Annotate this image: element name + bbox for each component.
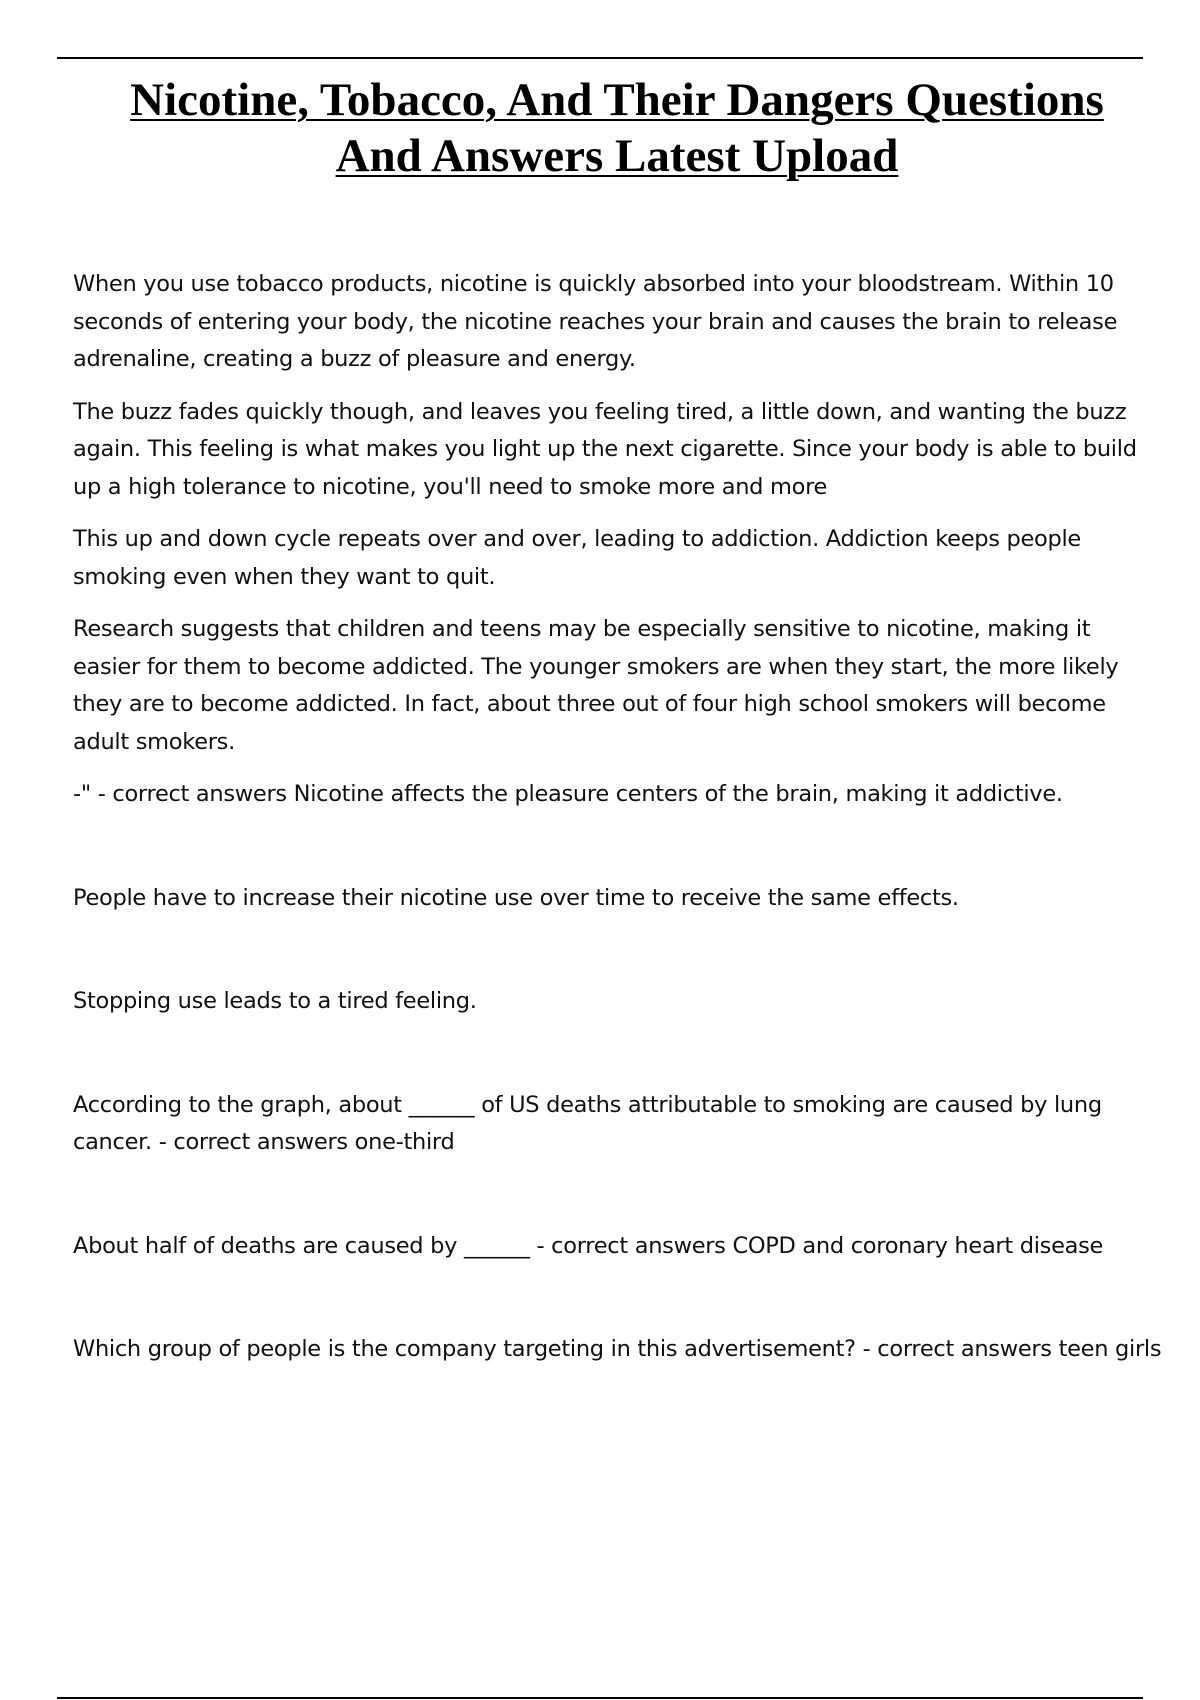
- top-divider: [57, 57, 1143, 59]
- answer-pleasure-centers: -" - correct answers Nicotine affects the pleasure centers of the brain, making it addictive.: [73, 781, 1063, 807]
- answer-tired-feeling: Stopping use leads to a tired feeling.: [73, 988, 477, 1014]
- answer-increase-use: People have to increase their nicotine use over time to receive the same effects.: [73, 884, 959, 911]
- paragraph-buzz-fades: The buzz fades quickly though, and leaves you feeling tired, a little down, and wanting the buzz again. This feeling is what makes you light up the next cigarette. Since your body is able to build up a high tolerance to nicotine, you'll need to smoke more and more: [73, 398, 1137, 500]
- title-line-1: Nicotine, Tobacco, And Their Dangers Questions: [130, 74, 1104, 126]
- title-line-2: And Answers Latest Upload: [335, 130, 899, 182]
- question-lung-cancer: According to the graph, about ______ of US deaths attributable to smoking are caused by lung cancer. - correct answers one-third: [73, 1091, 1102, 1155]
- question-half-of-deaths: About half of deaths are caused by ______ - correct answers COPD and coronary heart disease: [73, 1232, 1104, 1259]
- question-advertisement-target: Which group of people is the company targeting in this advertisement? - correct answers teen girls: [73, 1336, 1162, 1362]
- document-body: [73, 266, 1163, 1384]
- paragraph-addiction-cycle: This up and down cycle repeats over and over, leading to addiction. Addiction keeps people smoking even when they want to quit.: [73, 526, 1081, 590]
- paragraph-teen-sensitivity: Research suggests that children and teens may be especially sensitive to nicotine, making it easier for them to become addicted. The younger smokers are when they start, the more likely they are to become addicted. In fact, about three out of four high school smokers will become adult smokers.: [73, 616, 1119, 755]
- document-title: [80, 72, 1154, 184]
- bottom-divider: [57, 1697, 1143, 1699]
- paragraph-nicotine-absorption: When you use tobacco products, nicotine is quickly absorbed into your bloodstream. Within 10 seconds of entering your body, the nicotine reaches your brain and causes the brain to release adrenaline, creating a buzz of pleasure and energy.: [73, 271, 1118, 372]
